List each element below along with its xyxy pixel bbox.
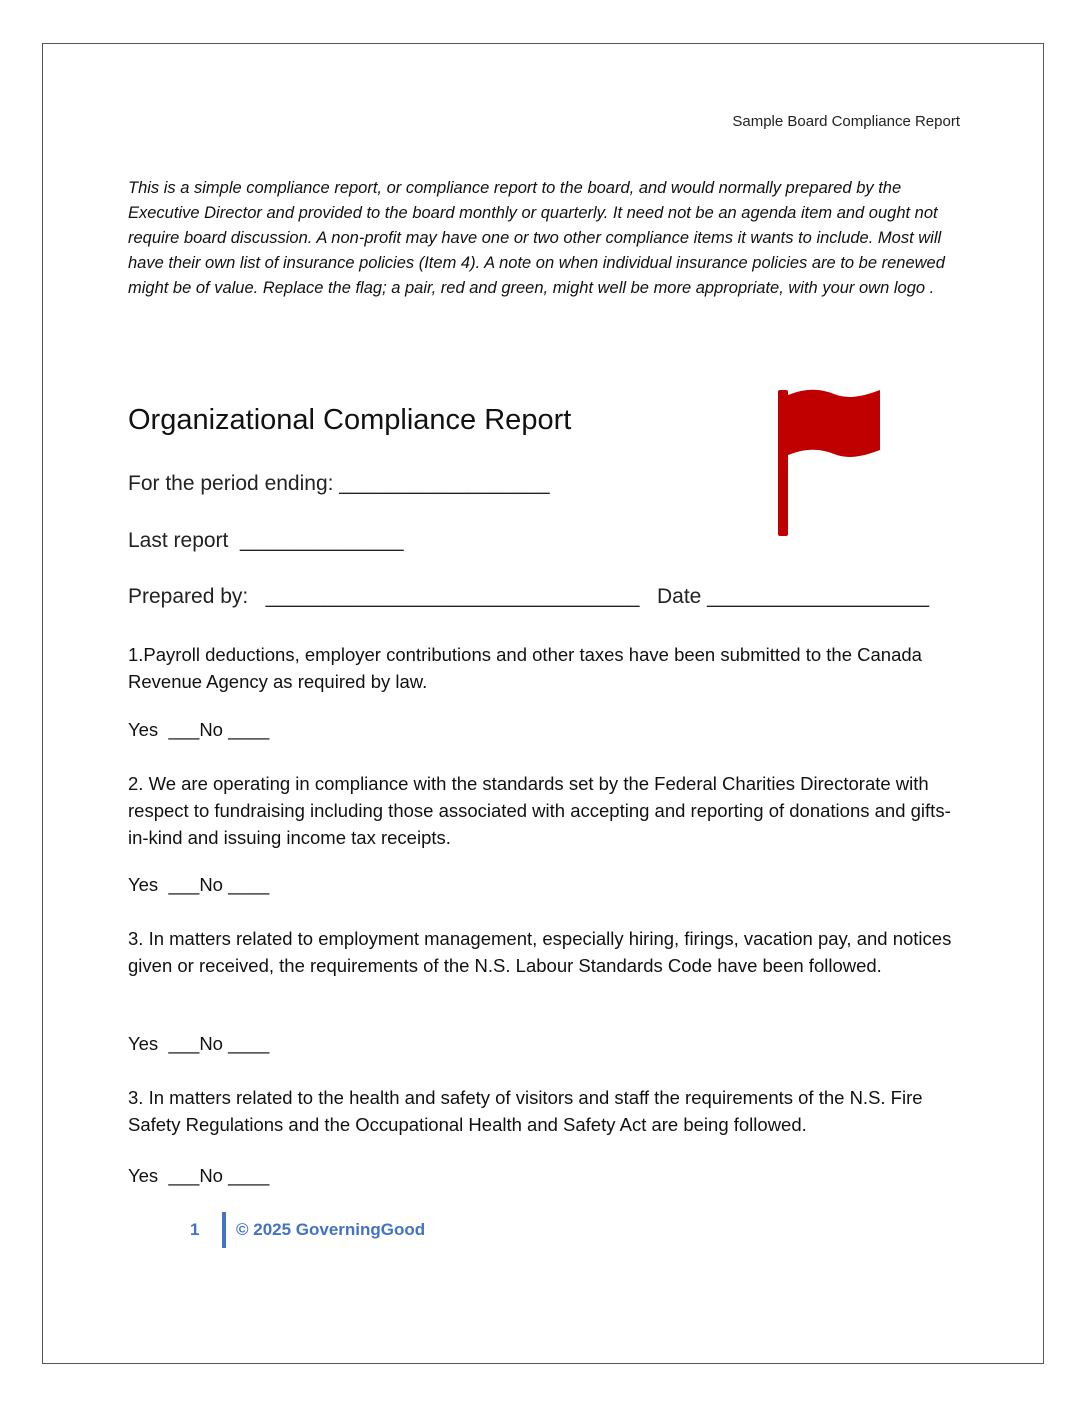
compliance-item-3: 3. In matters related to employment management, especially hiring, firings, vacation pay, and notices given or received, the requirements of the N.S. Labour Standards Code have been followed. <box>128 928 952 976</box>
yes-no-answer-1[interactable]: Yes ___No ____ <box>128 719 270 740</box>
compliance-item-1: 1.Payroll deductions, employer contributions and other taxes have been submitted to the Canada Revenue Agency as required by law. <box>128 644 922 692</box>
report-title: Organizational Compliance Report <box>128 404 572 436</box>
copyright-text: © 2025 GoverningGood <box>236 1220 426 1239</box>
running-header: Sample Board Compliance Report <box>732 113 960 130</box>
yes-no-answer-2[interactable]: Yes ___No ____ <box>128 874 270 895</box>
yes-no-answer-4[interactable]: Yes ___No ____ <box>128 1165 270 1186</box>
compliance-item-4: 3. In matters related to the health and safety of visitors and staff the requirements of the N.S. Fire Safety Regulations and the Occupational Health and Safety Act are being followed. <box>128 1087 923 1135</box>
footer-divider <box>222 1212 226 1248</box>
compliance-item-2: 2. We are operating in compliance with the standards set by the Federal Charities Directorate with respect to fundraising including those associated with accepting and reporting of donations and gifts-in-kind and issuing income tax receipts. <box>128 773 951 848</box>
prepared-by-field[interactable]: Prepared by: ________________________________ Date ___________________ <box>128 585 930 608</box>
last-report-field[interactable]: Last report ______________ <box>128 529 404 552</box>
period-ending-field[interactable]: For the period ending: __________________ <box>128 472 550 495</box>
intro-note: This is a simple compliance report, or compliance report to the board, and would normally prepared by the Executive Director and provided to the board monthly or quarterly. It need not be an agenda item and ought not require board discussion. A non-profit may have one or two other compliance items it wants to include. Most will have their own list of insurance policies (Item 4). A note on when individual insurance policies are to be renewed might be of value. Replace the flag; a pair, red and green, might well be more appropriate, with your own logo . <box>128 179 945 297</box>
yes-no-answer-3[interactable]: Yes ___No ____ <box>128 1033 270 1054</box>
page-number: 1 <box>190 1220 200 1239</box>
red-flag-icon <box>774 386 884 540</box>
page-footer <box>190 1212 425 1248</box>
